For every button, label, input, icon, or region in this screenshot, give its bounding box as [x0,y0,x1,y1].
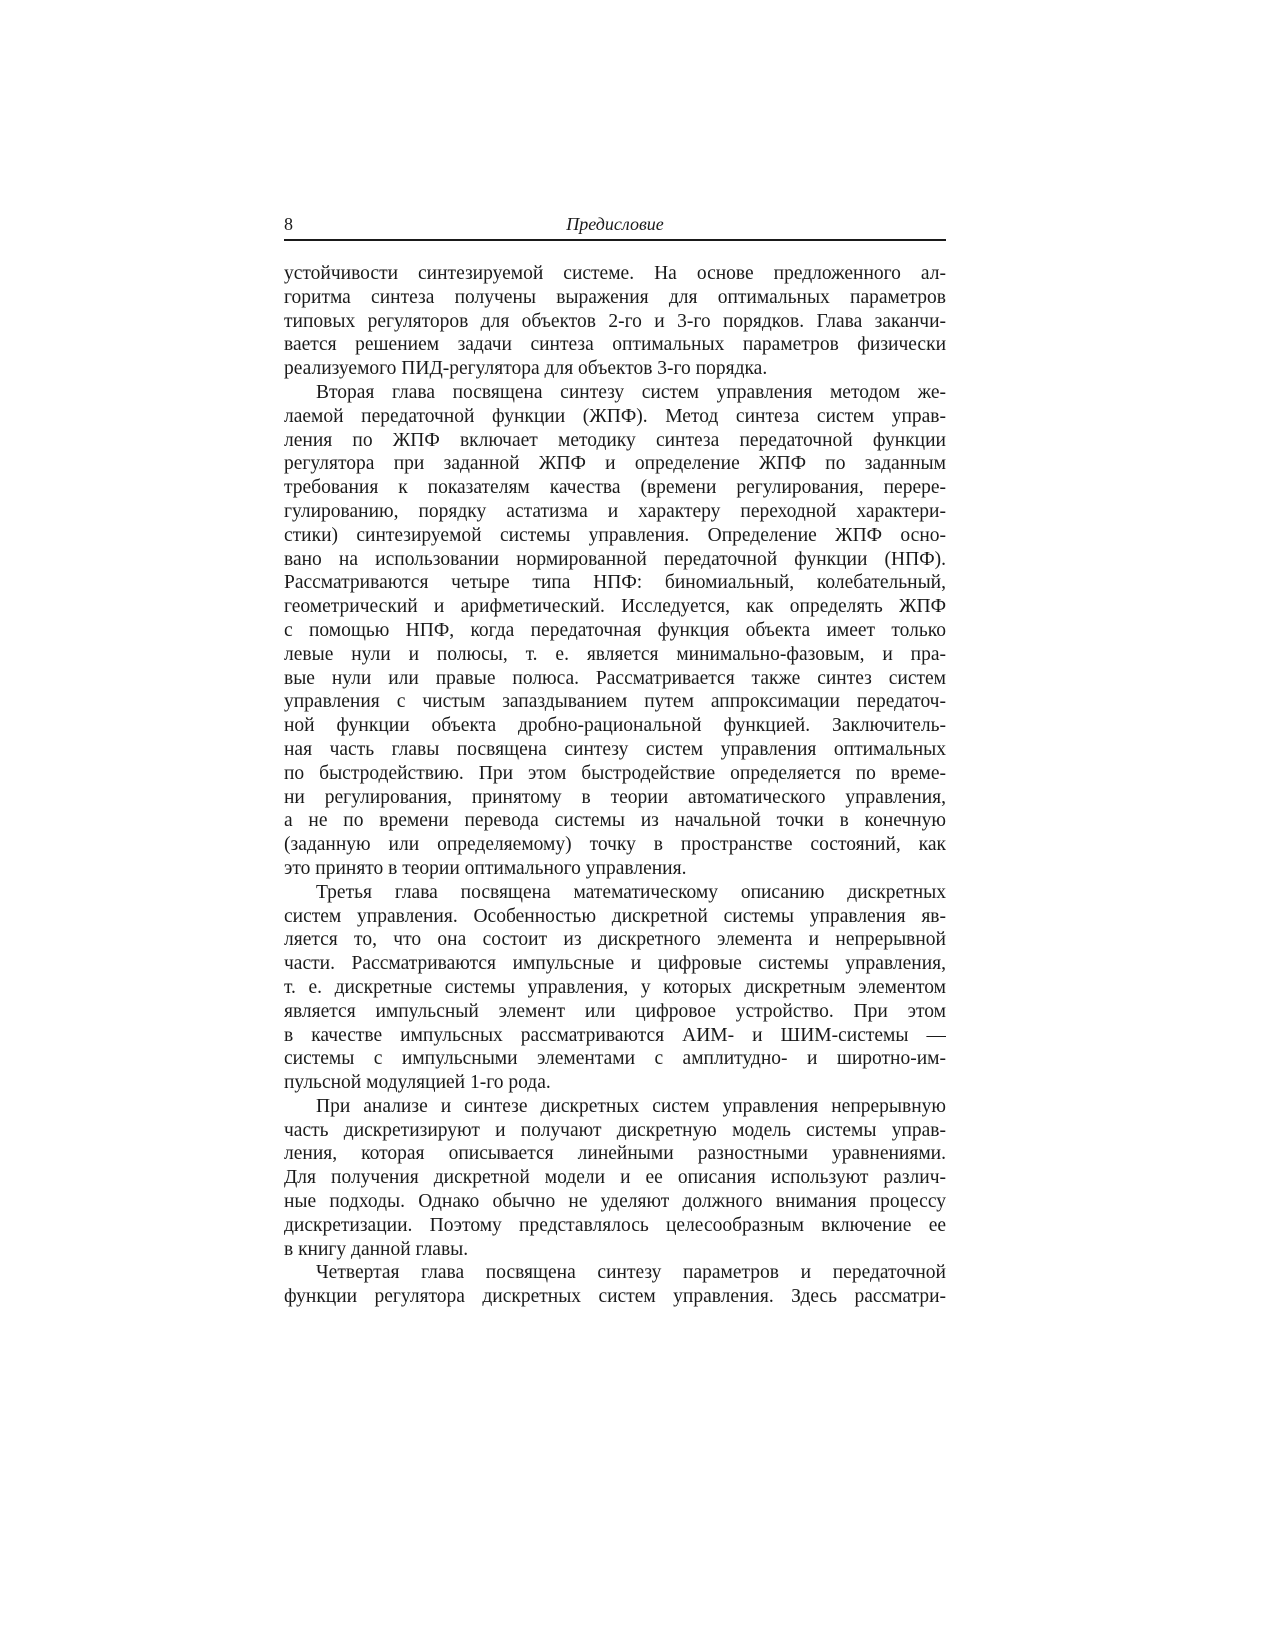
text-line: ления, которая описывается линейными разностными уравнениями. [284,1143,946,1165]
text-line: систем управления. Особенностью дискретной системы управления яв- [284,905,946,927]
text-line: типовых регуляторов для объектов 2-го и 3-го порядков. Глава заканчи- [284,310,946,332]
text-line: горитма синтеза получены выражения для оптимальных параметров [284,286,946,308]
paragraph [284,381,946,881]
text-line: (заданную или определяемому) точку в пространстве состояний, как [284,834,946,856]
paragraph [284,1095,946,1262]
text-line: стики) синтезируемой системы управления. Определение ЖПФ осно- [284,524,946,546]
text-line: т. е. дискретные системы управления, у которых дискретным элементом [284,976,946,998]
paragraph [284,1261,946,1309]
text-line: в книгу данной главы. [284,1238,469,1260]
text-line: регулятора при заданной ЖПФ и определение ЖПФ по заданным [284,453,946,475]
text-line: системы с импульсными элементами с амплитудно- и широтно-им- [284,1048,946,1070]
text-line: лаемой передаточной функции (ЖПФ). Метод синтеза систем управ- [284,405,946,427]
text-line: геометрический и арифметический. Исследуется, как определять ЖПФ [284,596,946,618]
text-line: ная часть главы посвящена синтезу систем управления оптимальных [284,738,946,760]
text-line: Четвертая глава посвящена синтезу параметров и передаточной [316,1262,946,1284]
running-head: Предисловие [566,214,664,234]
paragraph [284,881,946,1095]
text-line: Для получения дискретной модели и ее описания используют различ- [284,1167,946,1189]
text-line: устойчивости синтезируемой системе. На основе предложенного ал- [284,263,946,284]
text-line: левые нули и полюсы, т. е. является минимально-фазовым, и пра- [284,643,946,665]
text-line: вые нули или правые полюса. Рассматривается также синтез систем [284,667,946,689]
text-line: Третья глава посвящена математическому описанию дискретных [316,881,946,903]
text-line: ные подходы. Однако обычно не уделяют должного внимания процессу [284,1191,946,1213]
text-line: ной функции объекта дробно-рациональной функцией. Заключитель- [284,715,946,737]
text-line: часть дискретизируют и получают дискретную модель системы управ- [284,1119,946,1141]
text-line: вано на использовании нормированной передаточной функции (НПФ). [284,548,946,570]
text-line: является импульсный элемент или цифровое устройство. При этом [284,1000,946,1022]
text-line: части. Рассматриваются импульсные и цифровые системы управления, [284,953,946,975]
text-line: с помощью НПФ, когда передаточная функция объекта имеет только [284,619,946,641]
text-line: это принято в теории оптимального управления. [284,857,687,879]
text-line: ления по ЖПФ включает методику синтеза передаточной функции [284,429,946,451]
text-line: Вторая глава посвящена синтезу систем управления методом же- [316,381,946,403]
body-text [284,262,946,1309]
text-line: При анализе и синтезе дискретных систем управления непрерывную [316,1095,946,1117]
paragraph [284,262,946,381]
page-number: 8 [284,214,293,234]
text-line: реализуемого ПИД-регулятора для объектов 3-го порядка. [284,358,768,380]
page-header [284,211,946,241]
text-line: в качестве импульсных рассматриваются АИМ- и ШИМ-системы — [284,1024,946,1046]
text-line: управления с чистым запаздыванием путем аппроксимации передаточ- [284,691,946,713]
text-line: по быстродействию. При этом быстродействие определяется по време- [284,762,946,784]
text-line: требования к показателям качества (времени регулирования, перере- [284,477,946,499]
text-line: дискретизации. Поэтому представлялось целесообразным включение ее [284,1214,946,1236]
text-line: ни регулирования, принятому в теории автоматического управления, [284,786,946,808]
text-line: функции регулятора дискретных систем управления. Здесь рассматри- [284,1286,946,1308]
text-line: Рассматриваются четыре типа НПФ: биномиальный, колебательный, [284,572,946,594]
text-line: ляется то, что она состоит из дискретного элемента и непрерывной [284,929,946,951]
text-line: вается решением задачи синтеза оптимальных параметров физически [284,334,946,356]
text-line: а не по времени перевода системы из начальной точки в конечную [284,810,946,832]
text-line: гулированию, порядку астатизма и характеру переходной характери- [284,500,946,522]
text-line: пульсной модуляцией 1-го рода. [284,1072,551,1094]
